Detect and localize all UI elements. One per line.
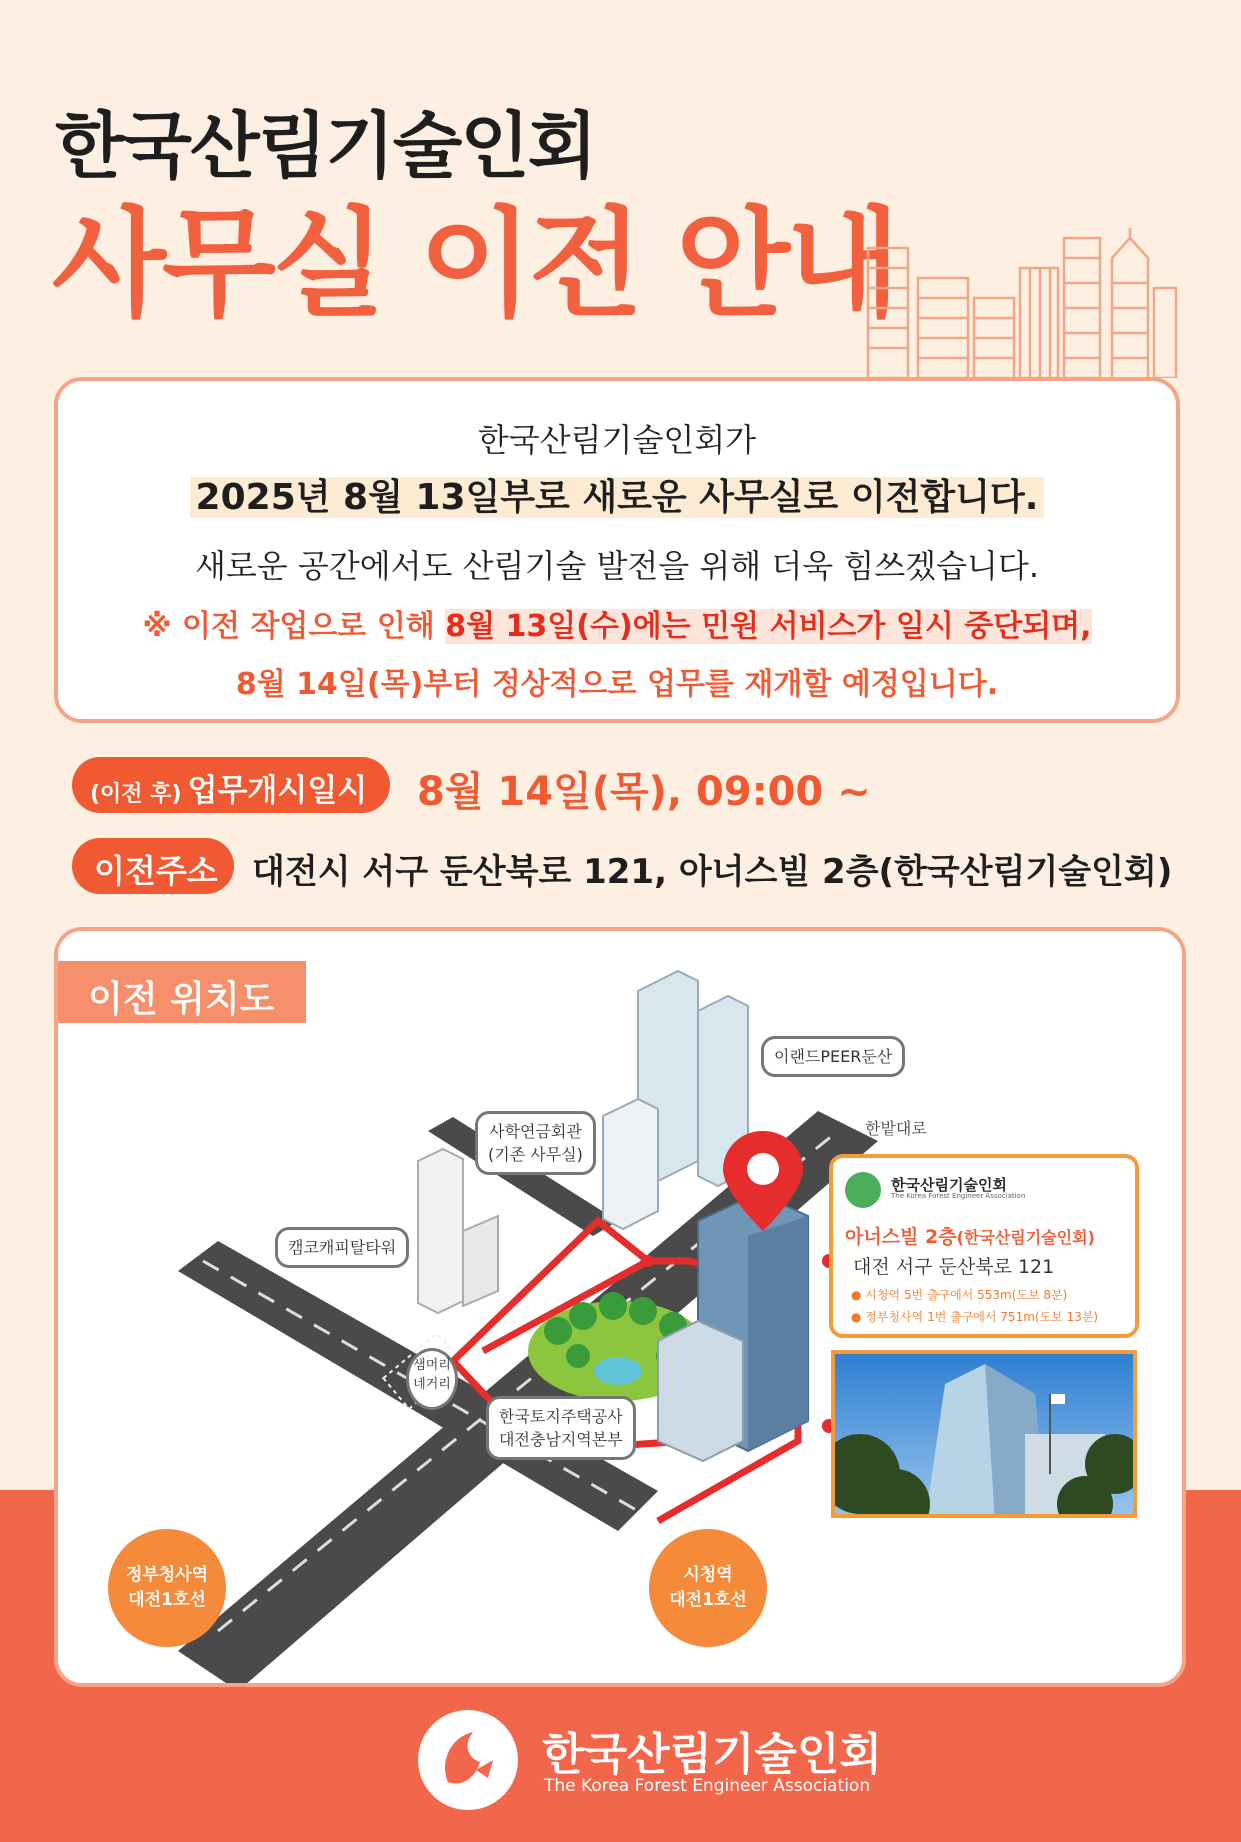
intersection-name-2: 네거리 (413, 1376, 451, 1392)
landmark-camco: 캠코캐피탈타워 (275, 1227, 409, 1268)
building-lh (658, 1321, 743, 1461)
office-info-card (829, 1154, 1139, 1338)
station-city-hall (649, 1529, 767, 1647)
building-sahak (603, 1099, 658, 1229)
notice-line-1: 한국산림기술인회가 (477, 421, 757, 459)
notice-line-4 (58, 601, 1176, 645)
schedule-value: 8월 14일(목), 09:00 ~ (417, 769, 871, 815)
info-org-name-en: The Korea Forest Engineer Association (891, 1192, 1026, 1200)
org-title: 한국산림기술인회 (55, 104, 596, 188)
info-building-paren: (한국산림기술인회) (956, 1228, 1095, 1247)
direction-item: ● 정부청사역 1번 출구에서 751m(도보 13분) (851, 1310, 1099, 1324)
landmark-sahak-note: (기존 사무실) (488, 1145, 583, 1165)
station-name: 정부청사역 (125, 1565, 209, 1585)
direction-text: 정부청사역 1번 출구에서 751m(도보 13분) (865, 1310, 1099, 1324)
address-label-pill: 이전주소 (72, 838, 234, 894)
service-suspension-highlight: 8월 13일(수)에는 민원 서비스가 일시 중단되며, (445, 609, 1092, 644)
notice-box (54, 377, 1180, 723)
landmark-lh-branch: 대전충남지역본부 (499, 1430, 623, 1450)
intersection-name-1: 샘머리 (413, 1358, 451, 1373)
map-section-label: 이전 위치도 (58, 961, 306, 1023)
address-value: 대전시 서구 둔산북로 121, 아너스빌 2층(한국산림기술인회) (252, 852, 1173, 892)
info-address: 대전 서구 둔산북로 121 (853, 1256, 1055, 1278)
landmark-island-peer: 이랜드PEER둔산 (761, 1036, 905, 1077)
main-title: 사무실 이전 안내 (52, 195, 897, 333)
building-photo (831, 1350, 1137, 1518)
org-emblem-graphic (418, 1710, 518, 1810)
direction-item: ● 시청역 5번 출구에서 553m(도보 8분) (851, 1288, 1068, 1302)
info-building-name: 아너스빌 2층 (845, 1226, 957, 1248)
landmark-sahak-name: 사학연금회관 (489, 1122, 582, 1141)
notice-warning-prefix: ※ 이전 작업으로 인해 (142, 609, 446, 644)
info-building (845, 1222, 1095, 1249)
city-skyline-icon (860, 228, 1180, 378)
station-line: 대전1호선 (128, 1589, 206, 1610)
landmark-intersection (406, 1348, 458, 1410)
footer-org-name-en: The Korea Forest Engineer Association (544, 1776, 871, 1796)
landmark-sahak (475, 1111, 596, 1175)
info-org-name: 한국산림기술인회 (891, 1176, 1007, 1194)
direction-text: 시청역 5번 출구에서 553m(도보 8분) (865, 1288, 1068, 1302)
org-logo-icon (845, 1172, 881, 1208)
landmark-lh (486, 1396, 636, 1460)
notice-line-3: 새로운 공간에서도 산림기술 발전을 위해 더욱 힘쓰겠습니다. (194, 547, 1039, 585)
building-photo-image (835, 1354, 1137, 1518)
notice-line-2 (58, 469, 1176, 520)
notice-line-5: 8월 14일(목)부터 정상적으로 업무를 재개할 예정입니다. (235, 667, 999, 702)
move-date-statement: 2025년 8월 13일부로 새로운 사무실로 이전합니다. (190, 477, 1045, 518)
schedule-label-prefix: (이전 후) (90, 782, 182, 807)
station-government-complex (108, 1529, 226, 1647)
org-emblem-icon (418, 1710, 518, 1810)
schedule-label: 업무개시일시 (187, 773, 368, 809)
schedule-label-pill (72, 757, 390, 813)
footer-org-name: 한국산림기술인회 (542, 1729, 883, 1780)
landmark-lh-name: 한국토지주택공사 (499, 1407, 623, 1426)
location-map-card (54, 927, 1186, 1687)
station-name: 시청역 (683, 1565, 733, 1585)
station-line: 대전1호선 (669, 1589, 747, 1610)
road-label-hanbat: 한밭대로 (865, 1119, 927, 1138)
